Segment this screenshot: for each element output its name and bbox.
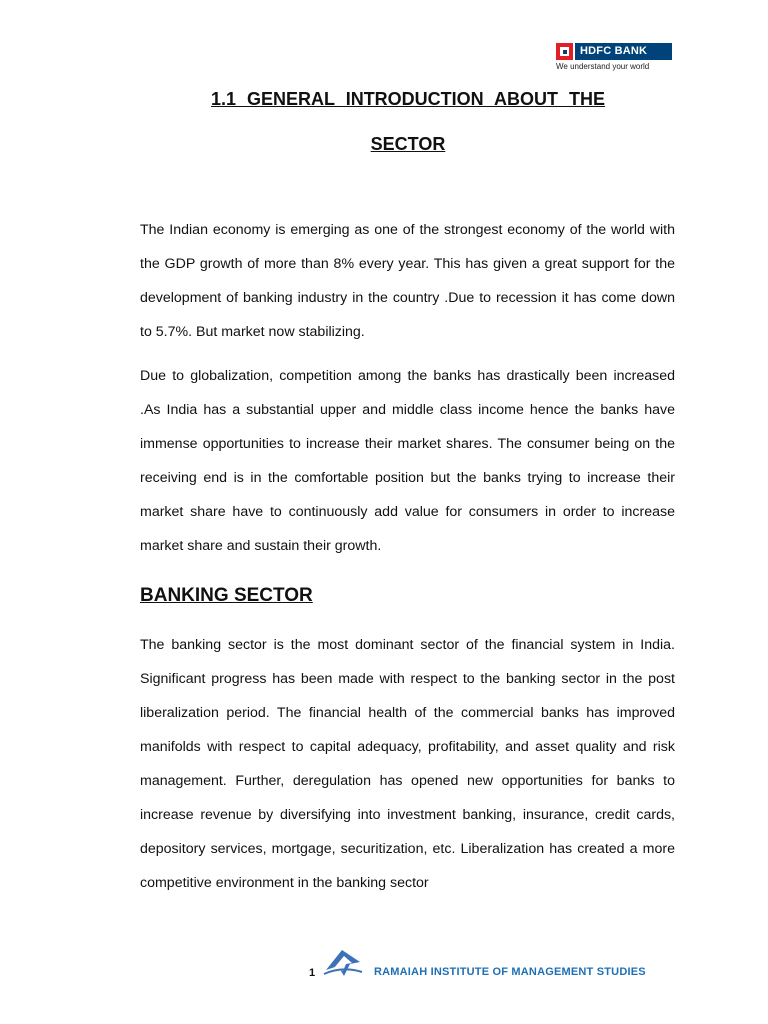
paragraph-economy: The Indian economy is emerging as one of the strongest economy of the world with the GDP growth of more than 8% every year. This has given a great support for the development of banking industry in the country .Due to recession it has come down to 5.7%. But market now stabilizing.	[140, 222, 675, 340]
section-heading-banking-sector: BANKING SECTOR	[140, 585, 313, 606]
paragraph-banking-sector: The banking sector is the most dominant sector of the financial system in India. Significant progress has been made with respect to the banking sector in the post liberalization period. The financial health of the commercial banks has improved manifolds with respect to capital adequacy, profitability, and asset quality and risk management. Further, deregulation has opened new opportunities for banks to increase revenue by diversifying into investment banking, insurance, credit cards, depository services, mortgage, securitization, etc. Liberalization has created a more competitive environment in the banking sector	[140, 637, 675, 891]
page-number: 1	[309, 967, 316, 979]
hdfc-logo-mark-icon	[556, 43, 573, 60]
page-title-line-1: 1.1 GENERAL INTRODUCTION ABOUT THE	[210, 89, 606, 109]
logo-tagline: We understand your world	[556, 62, 650, 71]
page-title-line-2: SECTOR	[370, 134, 446, 154]
paragraph-globalization: Due to globalization, competition among the banks has drastically been increased .As India has a substantial upper and middle class income hence the banks have immense opportunities to increase their market shares. The consumer being on the receiving end is in the comfortable position but the banks trying to increase their market share have to continuously add value for consumers in order to increase market share and sustain their growth.	[140, 368, 675, 554]
hdfc-bank-logo	[556, 43, 672, 73]
logo-name: HDFC BANK	[575, 43, 672, 60]
footer-institute-name: RAMAIAH INSTITUTE OF MANAGEMENT STUDIES	[374, 966, 646, 978]
institute-logo-icon	[322, 946, 364, 980]
